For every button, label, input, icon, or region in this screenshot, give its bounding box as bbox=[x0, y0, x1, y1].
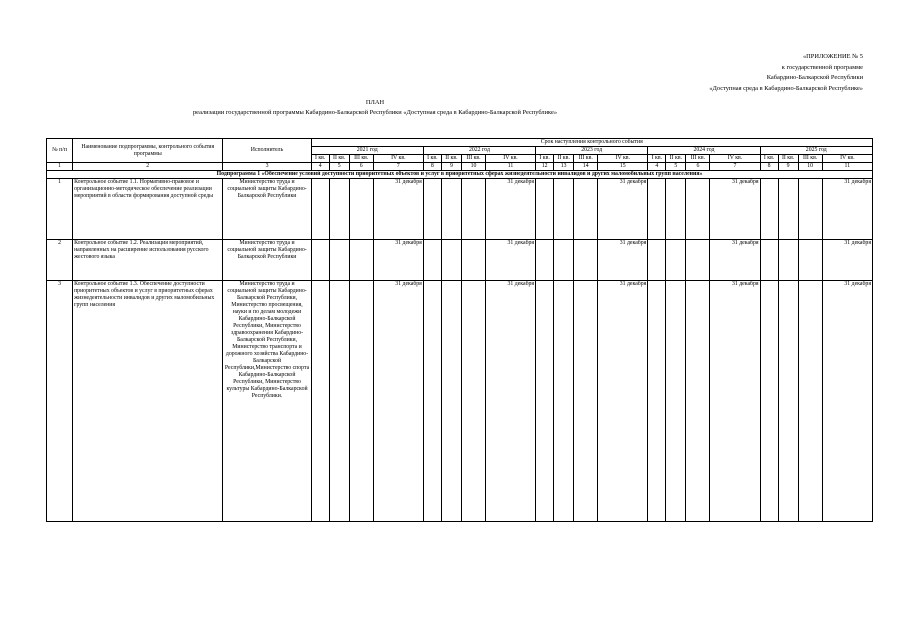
quarter-cell bbox=[686, 281, 710, 522]
quarter-cell bbox=[648, 179, 666, 240]
column-number: 10 bbox=[461, 163, 485, 171]
quarter-cell bbox=[686, 240, 710, 281]
header-executor: Исполнитель bbox=[223, 139, 311, 163]
quarter-header: IV кв. bbox=[485, 155, 535, 163]
quarter-cell bbox=[441, 281, 461, 522]
table-row bbox=[47, 281, 873, 522]
header-name: Наименование подпрограммы, контрольного события программы bbox=[73, 139, 223, 163]
quarter-header: IV кв. bbox=[373, 155, 423, 163]
quarter-cell bbox=[536, 240, 554, 281]
quarter-cell bbox=[760, 240, 778, 281]
quarter-cell bbox=[536, 179, 554, 240]
quarter-cell bbox=[554, 281, 574, 522]
quarter-cell bbox=[686, 179, 710, 240]
deadline-cell: 31 декабря bbox=[598, 240, 648, 281]
quarter-cell bbox=[311, 240, 329, 281]
column-number: 9 bbox=[441, 163, 461, 171]
quarter-header: I кв. bbox=[311, 155, 329, 163]
quarter-cell bbox=[441, 179, 461, 240]
row-number: 1 bbox=[47, 179, 73, 240]
quarter-cell bbox=[778, 179, 798, 240]
quarter-cell bbox=[349, 179, 373, 240]
column-number: 14 bbox=[574, 163, 598, 171]
column-number: 5 bbox=[666, 163, 686, 171]
column-number: 13 bbox=[554, 163, 574, 171]
subprogram-title: Подпрограмма 1 «Обеспечение условий доступности приоритетных объектов и услуг в приоритетных сферах жизнедеятельности инвалидов и других маломобильных групп населения» bbox=[47, 171, 873, 179]
quarter-cell bbox=[574, 240, 598, 281]
quarter-cell bbox=[423, 179, 441, 240]
header-num: № п/п bbox=[47, 139, 73, 163]
quarter-cell bbox=[666, 281, 686, 522]
deadline-cell: 31 декабря bbox=[822, 179, 872, 240]
quarter-header: II кв. bbox=[666, 155, 686, 163]
quarter-header: III кв. bbox=[798, 155, 822, 163]
column-number: 5 bbox=[329, 163, 349, 171]
table-row bbox=[47, 179, 873, 240]
year-header: 2021 год bbox=[311, 147, 423, 155]
appendix-line: к государственной программе bbox=[781, 63, 863, 71]
row-executor: Министерство труда и социальной защиты Кабардино-Балкарской Республики bbox=[223, 179, 311, 240]
appendix-line: «ПРИЛОЖЕНИЕ № 5 bbox=[802, 53, 863, 60]
row-executor: Министерство труда и социальной защиты Кабардино-Балкарской Республики, Министерство просвещения, науки и по делам молодежи Кабардино-Балкарской Республики, Министерство здравоохранения Кабардино-Балкарской Республики, Министерство транспорта и дорожного хозяйства Кабардино-Балкарской Республики,Министерство спорта Кабардино-Балкарской Республики, Министерство культуры Кабардино-Балкарской Республики. bbox=[223, 281, 311, 522]
deadline-cell: 31 декабря bbox=[822, 281, 872, 522]
quarter-cell bbox=[423, 281, 441, 522]
quarter-cell bbox=[349, 281, 373, 522]
row-number: 2 bbox=[47, 240, 73, 281]
quarter-cell bbox=[554, 240, 574, 281]
year-header: 2024 год bbox=[648, 147, 760, 155]
deadline-cell: 31 декабря bbox=[485, 281, 535, 522]
quarter-cell bbox=[648, 240, 666, 281]
row-number: 3 bbox=[47, 281, 73, 522]
quarter-cell bbox=[311, 179, 329, 240]
column-number: 3 bbox=[223, 163, 311, 171]
quarter-cell bbox=[554, 179, 574, 240]
quarter-header: I кв. bbox=[536, 155, 554, 163]
column-number: 8 bbox=[423, 163, 441, 171]
deadline-cell: 31 декабря bbox=[485, 179, 535, 240]
quarter-cell bbox=[798, 179, 822, 240]
column-number: 9 bbox=[778, 163, 798, 171]
quarter-cell bbox=[574, 179, 598, 240]
subprogram-row bbox=[47, 171, 873, 179]
column-number: 4 bbox=[311, 163, 329, 171]
quarter-cell bbox=[798, 281, 822, 522]
quarter-cell bbox=[778, 240, 798, 281]
quarter-cell bbox=[461, 240, 485, 281]
year-header: 2023 год bbox=[536, 147, 648, 155]
plan-table bbox=[46, 138, 873, 522]
quarter-cell bbox=[536, 281, 554, 522]
quarter-cell bbox=[666, 240, 686, 281]
quarter-cell bbox=[798, 240, 822, 281]
quarter-header: II кв. bbox=[554, 155, 574, 163]
quarter-header: I кв. bbox=[648, 155, 666, 163]
quarter-cell bbox=[760, 179, 778, 240]
quarter-header: III кв. bbox=[574, 155, 598, 163]
deadline-cell: 31 декабря bbox=[710, 281, 760, 522]
deadline-cell: 31 декабря bbox=[373, 281, 423, 522]
column-number: 7 bbox=[373, 163, 423, 171]
appendix-line: Кабардино-Балкарской Республики bbox=[766, 74, 863, 82]
appendix-block bbox=[709, 52, 863, 94]
deadline-cell: 31 декабря bbox=[485, 240, 535, 281]
deadline-cell: 31 декабря bbox=[373, 240, 423, 281]
quarter-header: II кв. bbox=[441, 155, 461, 163]
quarter-header: IV кв. bbox=[598, 155, 648, 163]
year-header: 2025 год bbox=[760, 147, 872, 155]
quarter-cell bbox=[329, 240, 349, 281]
plan-title-main: ПЛАН bbox=[365, 99, 385, 106]
quarter-cell bbox=[648, 281, 666, 522]
column-number: 6 bbox=[349, 163, 373, 171]
column-number: 1 bbox=[47, 163, 73, 171]
deadline-cell: 31 декабря bbox=[598, 281, 648, 522]
quarter-header: III кв. bbox=[461, 155, 485, 163]
quarter-cell bbox=[311, 281, 329, 522]
column-number: 4 bbox=[648, 163, 666, 171]
row-name: Контрольное событие 1.2. Реализация мероприятий, направленных на расширение использования русского жестового языка bbox=[73, 240, 223, 281]
column-number: 15 bbox=[598, 163, 648, 171]
row-name: Контрольное событие 1.1. Нормативно-правовое и организационно-методическое обеспечение реализации мероприятий в области формирования доступной среды bbox=[73, 179, 223, 240]
deadline-cell: 31 декабря bbox=[373, 179, 423, 240]
column-number: 10 bbox=[798, 163, 822, 171]
column-number: 2 bbox=[73, 163, 223, 171]
plan-title bbox=[0, 98, 750, 118]
quarter-header: II кв. bbox=[778, 155, 798, 163]
quarter-header: II кв. bbox=[329, 155, 349, 163]
column-number-row bbox=[47, 163, 873, 171]
row-executor: Министерство труда и социальной защиты Кабардино-Балкарской Республики bbox=[223, 240, 311, 281]
quarter-cell bbox=[778, 281, 798, 522]
quarter-cell bbox=[423, 240, 441, 281]
column-number: 11 bbox=[822, 163, 872, 171]
deadline-cell: 31 декабря bbox=[822, 240, 872, 281]
column-number: 6 bbox=[686, 163, 710, 171]
quarter-header: I кв. bbox=[423, 155, 441, 163]
quarter-header: I кв. bbox=[760, 155, 778, 163]
header-term: Срок наступления контрольного события bbox=[311, 139, 872, 147]
quarter-header: IV кв. bbox=[710, 155, 760, 163]
quarter-header: III кв. bbox=[686, 155, 710, 163]
quarter-cell bbox=[461, 179, 485, 240]
quarter-cell bbox=[441, 240, 461, 281]
quarter-cell bbox=[461, 281, 485, 522]
deadline-cell: 31 декабря bbox=[710, 240, 760, 281]
quarter-cell bbox=[666, 179, 686, 240]
plan-title-sub: реализации государственной программы Кабардино-Балкарской Республики «Доступная среда в Кабардино-Балкарской Республике» bbox=[192, 109, 558, 116]
quarter-header: IV кв. bbox=[822, 155, 872, 163]
appendix-line: «Доступная среда в Кабардино-Балкарской Республике» bbox=[709, 84, 863, 92]
deadline-cell: 31 декабря bbox=[598, 179, 648, 240]
deadline-cell: 31 декабря bbox=[710, 179, 760, 240]
column-number: 12 bbox=[536, 163, 554, 171]
quarter-cell bbox=[349, 240, 373, 281]
column-number: 7 bbox=[710, 163, 760, 171]
quarter-cell bbox=[760, 281, 778, 522]
column-number: 8 bbox=[760, 163, 778, 171]
row-name: Контрольное событие 1.3. Обеспечение доступности приоритетных объектов и услуг в приоритетных сферах жизнедеятельности инвалидов и других маломобильных групп населения bbox=[73, 281, 223, 522]
quarter-cell bbox=[574, 281, 598, 522]
quarter-cell bbox=[329, 179, 349, 240]
column-number: 11 bbox=[485, 163, 535, 171]
year-header: 2022 год bbox=[423, 147, 535, 155]
quarter-cell bbox=[329, 281, 349, 522]
table-row bbox=[47, 240, 873, 281]
quarter-header: III кв. bbox=[349, 155, 373, 163]
